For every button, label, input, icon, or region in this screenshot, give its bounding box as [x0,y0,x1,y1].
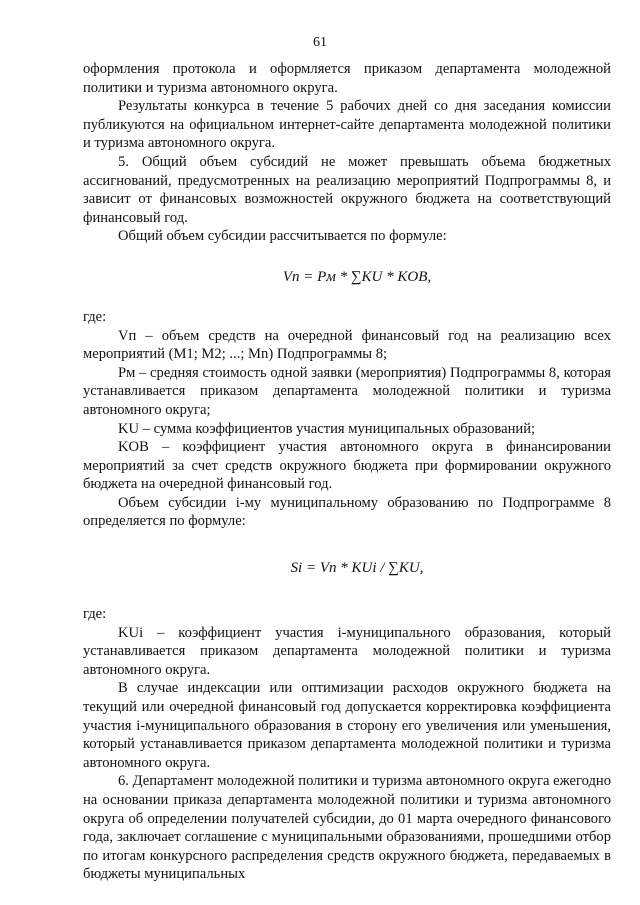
paragraph: В случае индексации или оптимизации расходов окружного бюджета на текущий или очередной финансовый год допускается корректировка коэффициента участия i-муниципального образования в сторону его увеличения или уменьшения, который устанавливается приказом департамента молодежной политики и туризма автономного округа. [83,680,611,771]
paragraph: Объем субсидии i-му муниципальному образованию по Подпрограмме 8 определяется по формуле: [83,494,611,530]
page-number: 61 [313,35,327,50]
where-label: где: [83,606,107,623]
formula-total: Vп = Pм * ∑KU * KOB, [282,268,432,285]
paragraph: 6. Департамент молодежной политики и туризма автономного округа ежегодно на основании приказа департамента молодежной политики и туризма автономного округа об определении получателей субсидии, до 01 марта очередного финансового года, заключает соглашение с муниципальными образованиями, прошедшими отбор по итогам конкурсного распределения средств окружного бюджета, передаваемых в бюджеты муниципальных [83,773,611,883]
definition-kob: KOB – коэффициент участия автономного округа в финансировании мероприятий за счет средств окружного бюджета при формировании окружного бюджета на очередной финансовый год. [83,439,611,493]
paragraph: Общий объем субсидии рассчитывается по формуле: [118,228,447,245]
definition-kui: KUi – коэффициент участия i-муниципального образования, который устанавливается приказом департамента молодежной политики и туризма автономного округа. [83,624,611,678]
paragraph: Результаты конкурса в течение 5 рабочих дней со дня заседания комиссии публикуются на официальном интернет-сайте департамента молодежной политики и туризма автономного округа. [83,98,611,152]
definition-p: Pм – средняя стоимость одной заявки (мероприятия) Подпрограммы 8, которая устанавливается приказом департамента молодежной политики и туризма автономного округа; [83,364,611,418]
where-label: где: [83,308,107,325]
formula-share: Si = Vп * KUi / ∑KU, [290,560,424,577]
document-body [83,60,611,884]
paragraph: 5. Общий объем субсидий не может превышать объема бюджетных ассигнований, предусмотренных на реализацию мероприятий Подпрограммы 8, и зависит от финансовых возможностей окружного бюджета на соответствующий финансовый год. [83,153,611,226]
paragraph: оформления протокола и оформляется приказом департамента молодежной политики и туризма автономного округа. [83,61,611,96]
definition-v: Vп – объем средств на очередной финансовый год на реализацию всех мероприятий (M1; M2; ...; Mn) Подпрограммы 8; [83,327,611,363]
definition-ku: KU – сумма коэффициентов участия муниципальных образований; [118,420,536,437]
